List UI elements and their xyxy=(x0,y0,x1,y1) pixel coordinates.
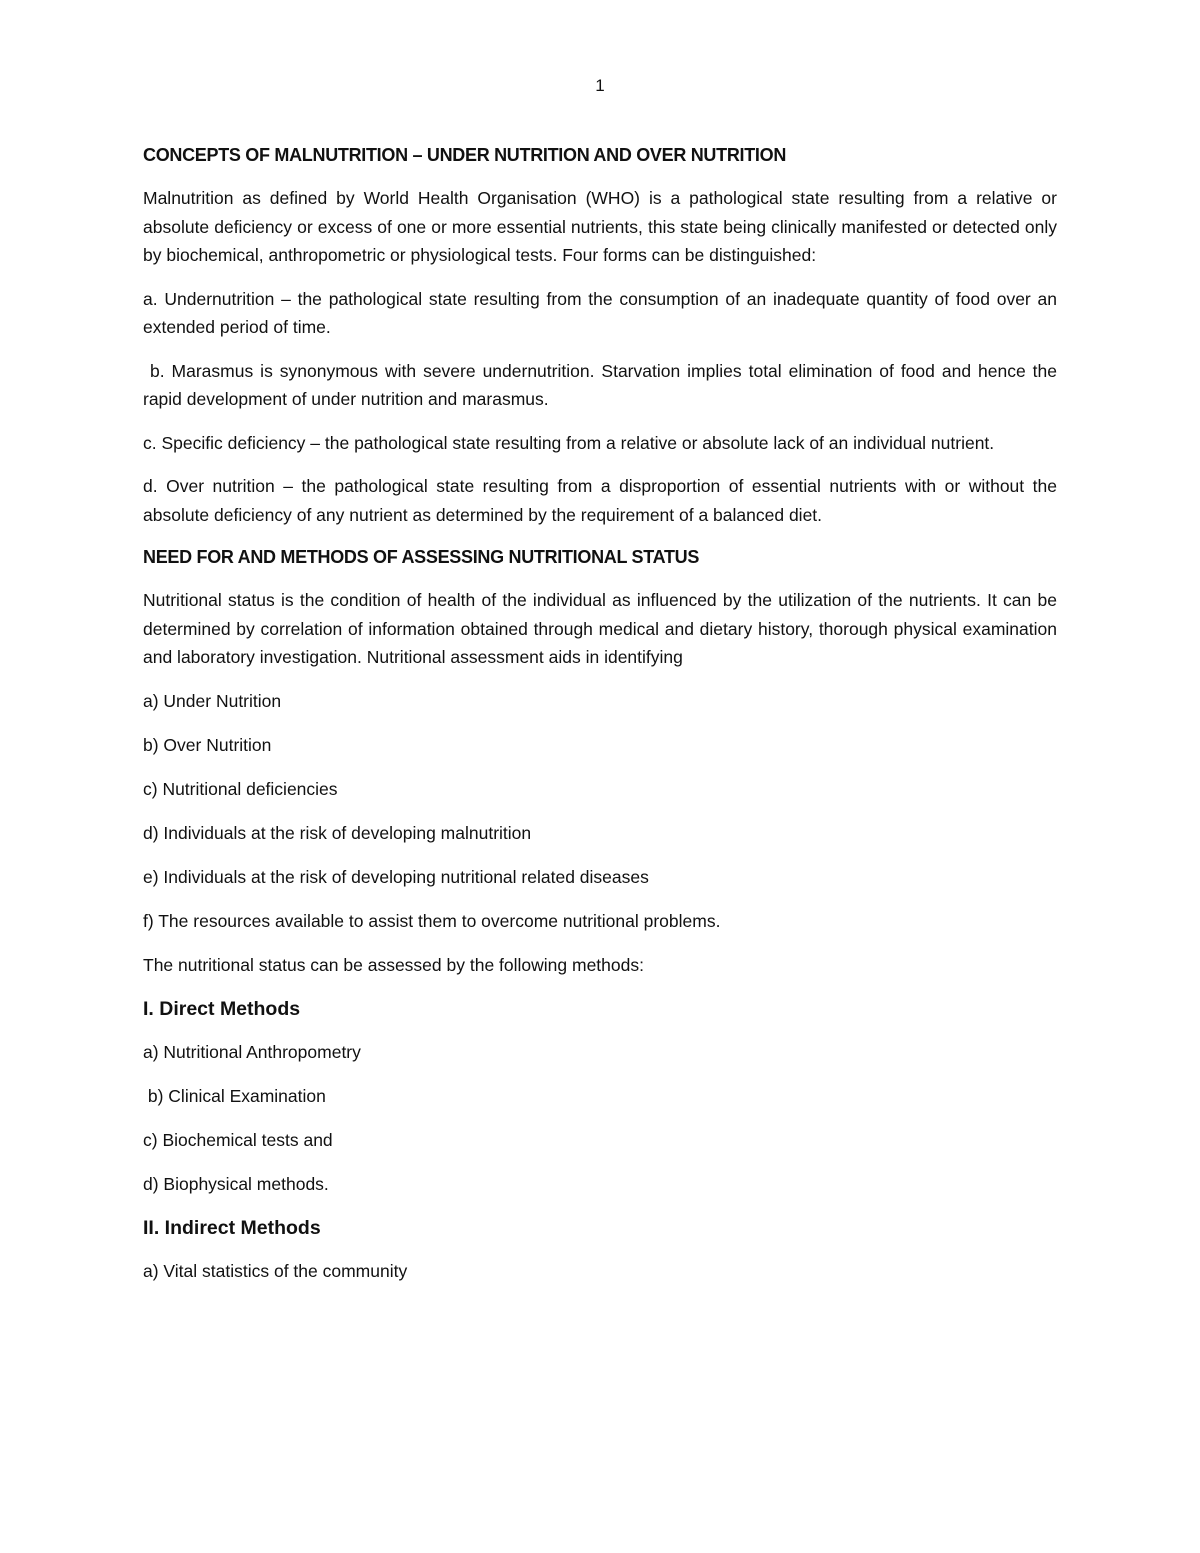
direct-method-item: c) Biochemical tests and xyxy=(143,1129,333,1150)
direct-method-item: a) Nutritional Anthropometry xyxy=(143,1041,361,1062)
form-undernutrition: a. Undernutrition – the pathological state resulting from the consumption of an inadequate quantity of food over an extended period of time. xyxy=(143,288,1057,337)
form-specific-deficiency: c. Specific deficiency – the pathological state resulting from a relative or absolute lack of an individual nutrient. xyxy=(143,432,995,453)
direct-method-item: d) Biophysical methods. xyxy=(143,1173,329,1194)
section-heading-assessing-status: NEED FOR AND METHODS OF ASSESSING NUTRITIONAL STATUS xyxy=(143,547,700,567)
form-over-nutrition: d. Over nutrition – the pathological state resulting from a disproportion of essential nutrients with or without the absolute deficiency of any nutrient as determined by the requirement of a balanced diet. xyxy=(143,476,1057,525)
malnutrition-definition-paragraph: Malnutrition as defined by World Health Organisation (WHO) is a pathological state resulting from a relative or absolute deficiency or excess of one or more essential nutrients, this state being clinically manifested or detected only by biochemical, anthropometric or physiological tests. Four forms can be distinguished: xyxy=(143,188,1057,265)
form-marasmus: b. Marasmus is synonymous with severe undernutrition. Starvation implies total elimination of food and hence the rapid development of under nutrition and marasmus. xyxy=(143,360,1062,409)
aid-item: e) Individuals at the risk of developing nutritional related diseases xyxy=(143,866,649,887)
direct-method-item: b) Clinical Examination xyxy=(143,1085,326,1106)
nutritional-status-paragraph: Nutritional status is the condition of health of the individual as influenced by the utilization of the nutrients. It can be determined by correlation of information obtained through medical and dietary history, thorough physical examination and laboratory investigation. Nutritional assessment aids in identifying xyxy=(143,590,1057,667)
indirect-method-item: a) Vital statistics of the community xyxy=(143,1260,408,1281)
aid-item: b) Over Nutrition xyxy=(143,734,272,755)
methods-intro: The nutritional status can be assessed by the following methods: xyxy=(143,954,644,975)
aid-item: d) Individuals at the risk of developing malnutrition xyxy=(143,822,532,843)
indirect-methods-heading: II. Indirect Methods xyxy=(143,1216,321,1239)
page-number: 1 xyxy=(595,76,605,95)
aid-item: a) Under Nutrition xyxy=(143,690,282,711)
aid-item: f) The resources available to assist them to overcome nutritional problems. xyxy=(143,910,721,931)
aid-item: c) Nutritional deficiencies xyxy=(143,778,338,799)
direct-methods-heading: I. Direct Methods xyxy=(143,997,301,1020)
section-heading-malnutrition: CONCEPTS OF MALNUTRITION – UNDER NUTRITION AND OVER NUTRITION xyxy=(143,145,787,165)
